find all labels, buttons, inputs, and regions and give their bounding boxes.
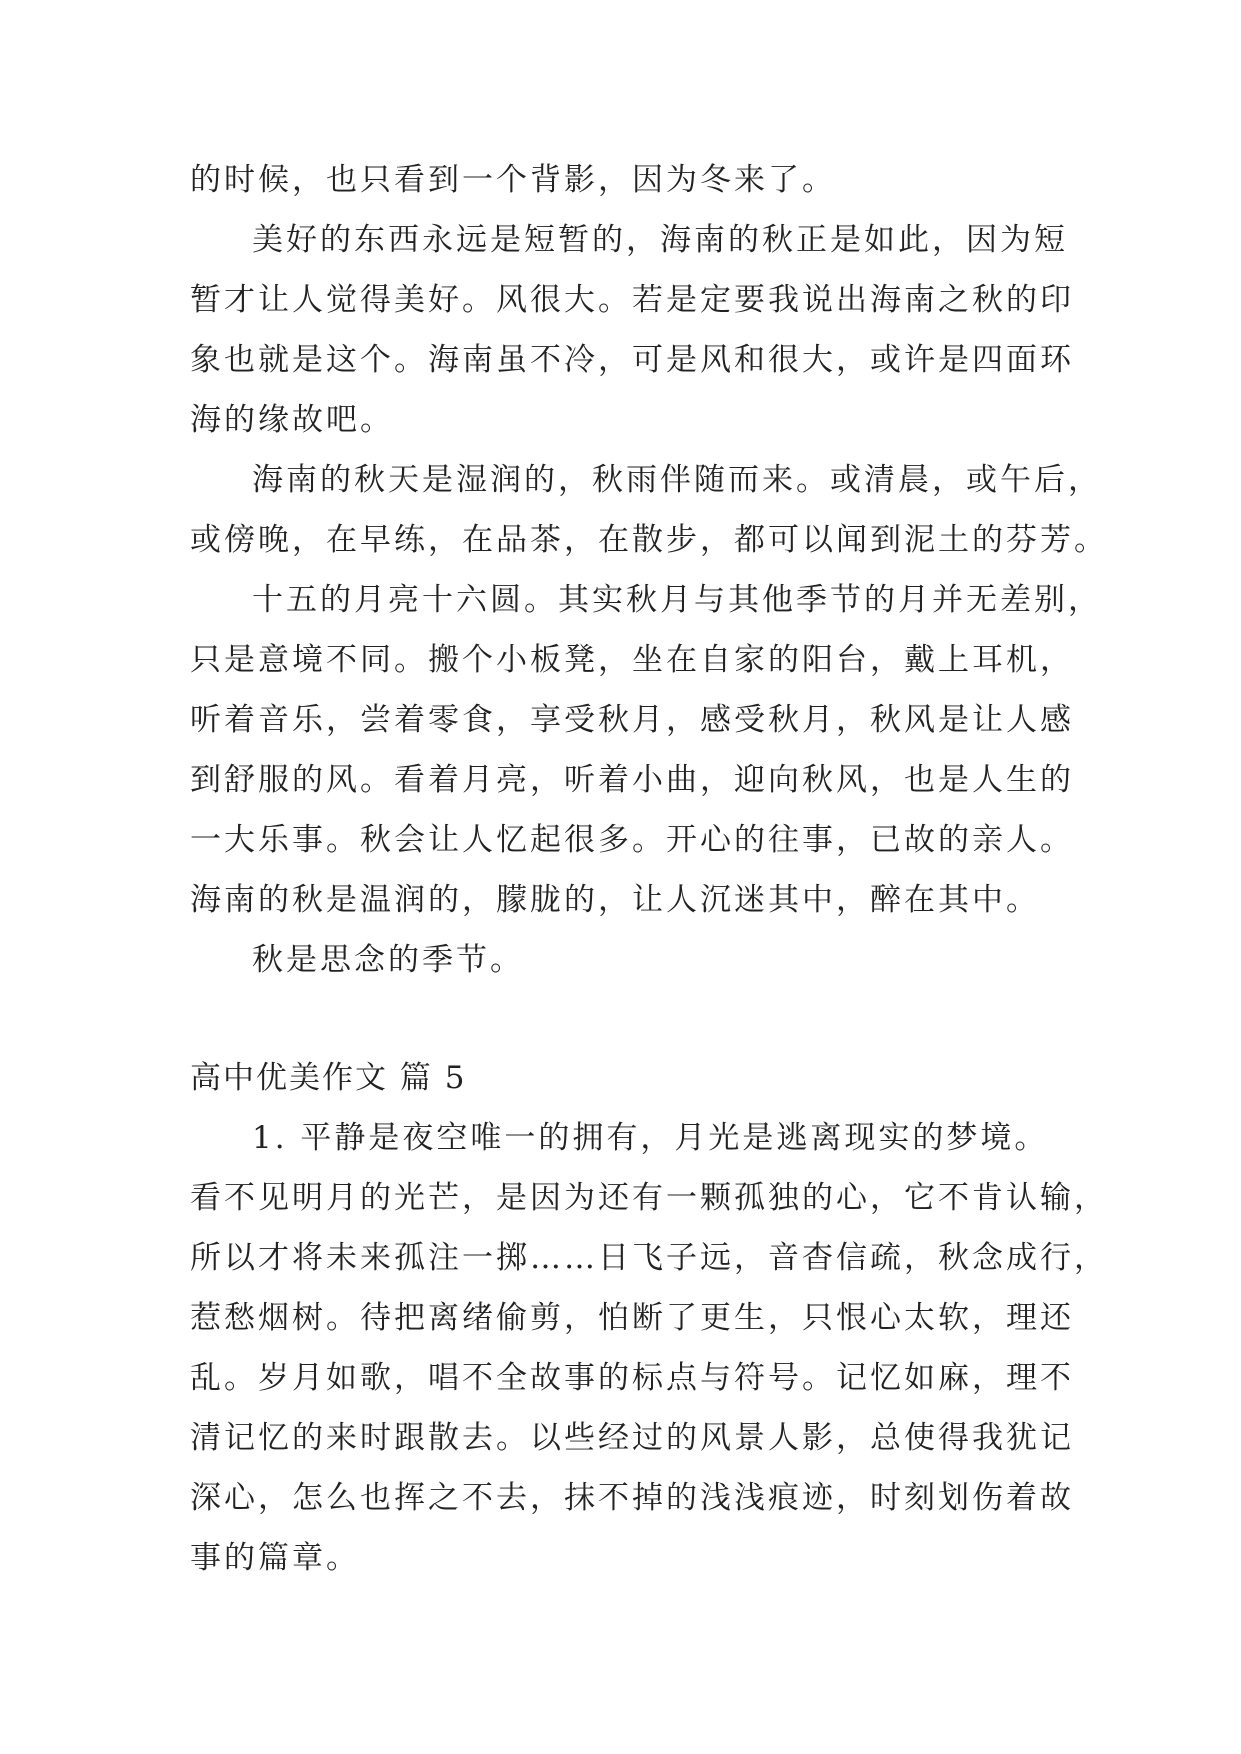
text-line: 听着音乐，尝着零食，享受秋月，感受秋月，秋风是让人感 <box>190 702 1074 738</box>
text-line: 海的缘故吧。 <box>190 402 394 438</box>
text-line: 十五的月亮十六圆。其实秋月与其他季节的月并无差别， <box>252 582 1102 618</box>
text-line: 一大乐事。秋会让人忆起很多。开心的往事，已故的亲人。 <box>190 822 1074 858</box>
text-line: 所以才将未来孤注一掷……日飞子远，音杳信疏，秋念成行， <box>190 1240 1108 1276</box>
paragraph <box>190 930 1070 990</box>
paragraph <box>190 1108 1108 1588</box>
section-heading <box>190 1048 1070 1108</box>
text-line: 清记忆的来时跟散去。以些经过的风景人影，总使得我犹记 <box>190 1420 1074 1456</box>
text-line: 看不见明月的光芒，是因为还有一颗孤独的心，它不肯认输， <box>190 1180 1108 1216</box>
text-line: 秋是思念的季节。 <box>252 942 524 978</box>
text-line: 乱。岁月如歌，唱不全故事的标点与符号。记忆如麻，理不 <box>190 1360 1074 1396</box>
text-line: 只是意境不同。搬个小板凳，坐在自家的阳台，戴上耳机， <box>190 642 1074 678</box>
document-body <box>190 150 1108 1588</box>
section-spacer <box>190 990 1070 1048</box>
text-line: 到舒服的风。看着月亮，听着小曲，迎向秋风，也是人生的 <box>190 762 1074 798</box>
text-line: 暂才让人觉得美好。风很大。若是定要我说出海南之秋的印 <box>190 282 1074 318</box>
text-line: 象也就是这个。海南虽不冷，可是风和很大，或许是四面环 <box>190 342 1074 378</box>
text-line: 惹愁烟树。待把离绪偷剪，怕断了更生，只恨心太软，理还 <box>190 1300 1074 1336</box>
text-line: 深心，怎么也挥之不去，抹不掉的浅浅痕迹，时刻划伤着故 <box>190 1480 1074 1516</box>
paragraph <box>190 210 1074 450</box>
heading-text: 高中优美作文 篇 5 <box>190 1060 467 1096</box>
text-line: 事的篇章。 <box>190 1540 360 1576</box>
paragraph <box>190 450 1108 570</box>
text-line: 海南的秋天是湿润的，秋雨伴随而来。或清晨，或午后， <box>252 462 1102 498</box>
text-line: 或傍晚，在早练，在品茶，在散步，都可以闻到泥土的芬芳。 <box>190 522 1108 558</box>
text-line: 海南的秋是温润的，朦胧的，让人沉迷其中，醉在其中。 <box>190 882 1040 918</box>
text-line: 美好的东西永远是短暂的，海南的秋正是如此，因为短 <box>252 222 1068 258</box>
paragraph <box>190 570 1102 930</box>
text-line: 的时候，也只看到一个背影，因为冬来了。 <box>190 162 836 198</box>
text-line: 1. 平静是夜空唯一的拥有，月光是逃离现实的梦境。 <box>252 1120 1049 1156</box>
paragraph <box>190 150 1070 210</box>
